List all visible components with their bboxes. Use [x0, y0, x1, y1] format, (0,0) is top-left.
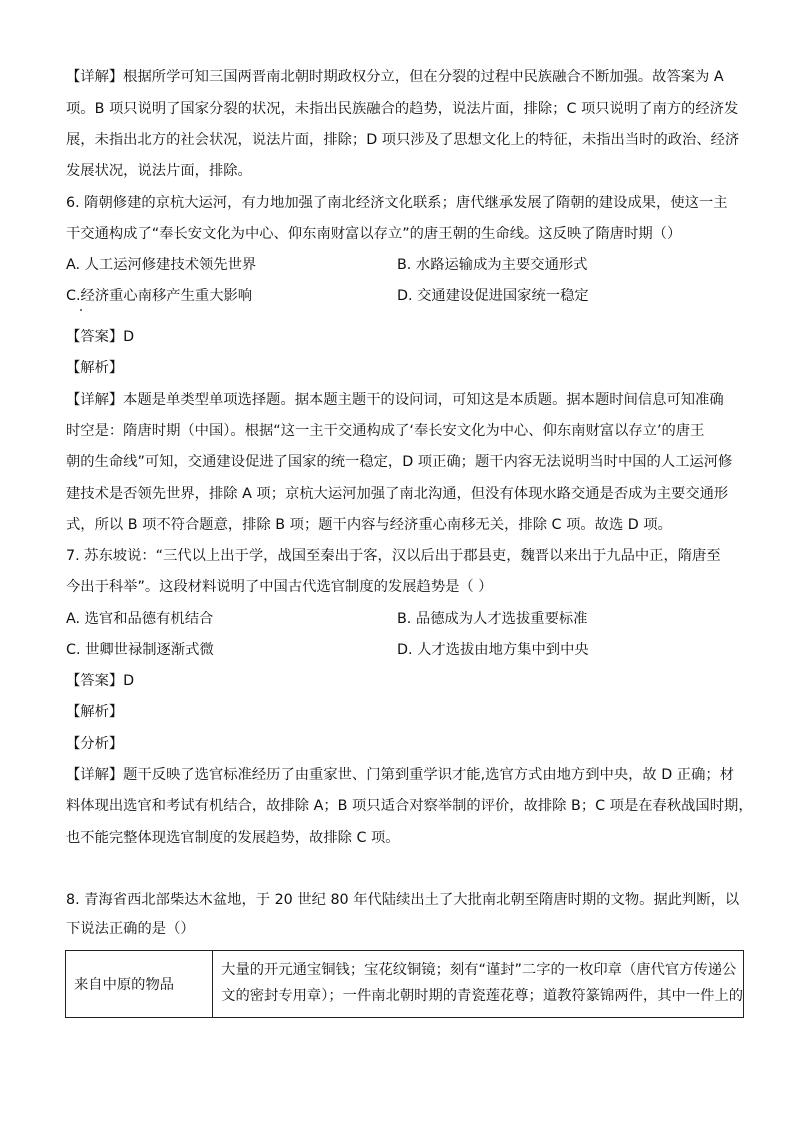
q5-detail-line-2: 项。B 项只说明了国家分裂的状况，未指出民族融合的趋势，说法片面，排除；C 项只说明了南方的经济发 [66, 101, 739, 117]
q8-material-table [65, 950, 744, 1018]
q6-detail-line-4: 建技术是否领先世界，排除 A 项；京杭大运河加强了南北沟通，但没有体现水路交通是否成为主要交通形 [66, 486, 729, 502]
q6-detail-line-3: 朝的生命线”可知，交通建设促进了国家的统一稳定，D 项正确；题干内容无法说明当时中国的人工运河修 [66, 454, 733, 470]
q7-option-c: C. 世卿世禄制逐渐式微 [66, 642, 214, 658]
q7-option-a: A. 选官和品德有机结合 [66, 611, 214, 627]
q5-detail-line-4: 发展状况，说法片面，排除。 [66, 163, 252, 179]
q7-detail-line-2: 料体现出选官和考试有机结合，故排除 A；B 项只适合对察举制的评价，故排除 B；C 项是在春秋战国时期， [66, 798, 753, 814]
q7-stem-line-1: 7. 苏东坡说：“三代以上出于学，战国至秦出于客，汉以后出于郡县吏，魏晋以来出于九品中正，隋唐至 [66, 548, 721, 564]
q5-detail-line-1: 【详解】根据所学可知三国两晋南北朝时期政权分立，但在分裂的过程中民族融合不断加强。故答案为 A [66, 69, 724, 85]
q8-table-row-label: 来自中原的物品 [66, 951, 213, 1017]
q6-analysis-heading: 【解析】 [66, 360, 124, 376]
q6-option-c: C.经济重心南移产生重大影响 [66, 288, 253, 304]
q7-answer: 【答案】D [66, 673, 135, 689]
q5-detail-line-3: 展，未指出北方的社会状况，说法片面，排除；D 项只涉及了思想文化上的特征，未指出当时的政治、经济 [66, 132, 740, 148]
q6-stem-line-1: 6. 隋朝修建的京杭大运河，有力地加强了南北经济文化联系；唐代继承发展了隋朝的建设成果，使这一主 [66, 195, 728, 211]
q6-option-a: A. 人工运河修建技术领先世界 [66, 257, 257, 273]
q7-analysis-heading: 【解析】 [66, 704, 124, 720]
q7-detail-line-3: 也不能完整体现选官制度的发展趋势，故排除 C 项。 [66, 830, 400, 846]
q6-option-d: D. 交通建设促进国家统一稳定 [397, 288, 589, 304]
q7-option-d: D. 人才选拔由地方集中到中央 [397, 642, 589, 658]
q7-stem-line-2: 今出于科举”。这段材料说明了中国古代选官制度的发展趋势是（ ） [66, 579, 493, 595]
q6-detail-line-1: 【详解】本题是单类型单项选择题。据本题主题干的设问词，可知这是本质题。据本题时间信息可知准确 [66, 392, 724, 408]
q8-table-row-text [213, 951, 743, 1017]
q6-answer: 【答案】D [66, 329, 135, 345]
q6-option-b: B. 水路运输成为主要交通形式 [397, 257, 588, 273]
q7-fenxi-heading: 【分析】 [66, 736, 124, 752]
q8-table-text-line-1: 大量的开元通宝铜钱；宝花纹铜镜；刻有“谨封”二字的一枚印章（唐代官方传递公 [221, 962, 737, 978]
q7-option-b: B. 品德成为人才选拔重要标准 [397, 611, 588, 627]
q7-detail-line-1: 【详解】题干反映了选官标准经历了由重家世、门第到重学识才能,选官方式由地方到中央，故 D 正确；材 [66, 767, 734, 783]
q8-stem-line-1: 8. 青海省西北部柴达木盆地，于 20 世纪 80 年代陆续出土了大批南北朝至隋唐时期的文物。据此判断，以 [66, 892, 740, 908]
q6-detail-line-5: 式，所以 B 项不符合题意，排除 B 项；题干内容与经济重心南移无关，排除 C 项。故选 D 项。 [66, 517, 672, 533]
q6-detail-line-2: 时空是：隋唐时期（中国）。根据“这一主干交通构成了‘奉长安文化为中心、仰东南财富以存立’的唐王 [66, 423, 705, 439]
stray-dot [80, 309, 82, 311]
q6-stem-line-2: 干交通构成了“奉长安文化为中心、仰东南财富以存立”的唐王朝的生命线。这反映了隋唐时期（） [66, 226, 682, 242]
q8-table-text-line-2: 文的密封专用章）；一件南北朝时期的青瓷莲花尊；道教符篆锦两件，其中一件上的 [221, 988, 743, 1004]
q8-stem-line-2: 下说法正确的是（） [66, 921, 195, 937]
